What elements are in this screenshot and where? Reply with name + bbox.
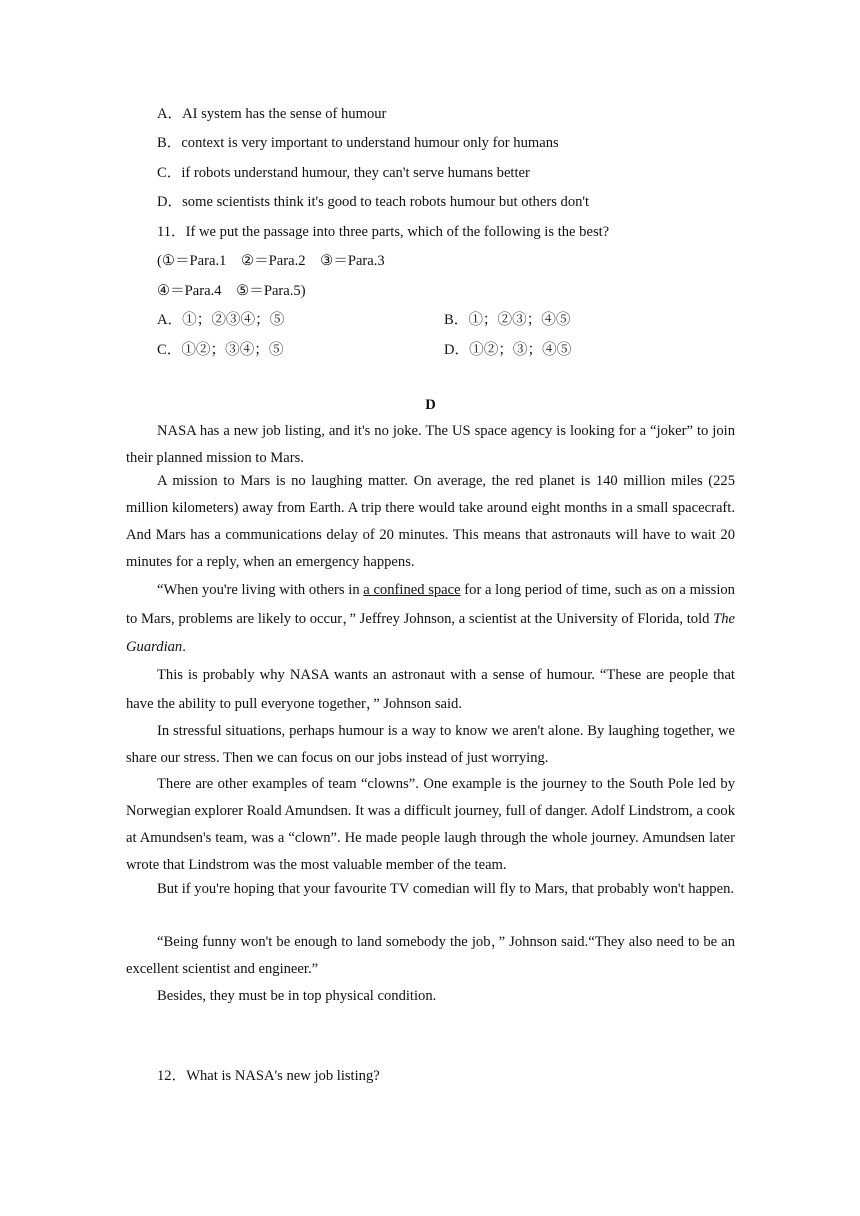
passage-paragraph-3 bbox=[126, 576, 735, 662]
passage-paragraph-2 bbox=[126, 468, 735, 576]
q11-option-a: A．①；②③④；⑤ bbox=[157, 312, 285, 328]
passage-paragraph-2-text: A mission to Mars is no laughing matter. On average, the red planet is 140 million miles (225 million kilometers) away from Earth. A trip there would take around eight months in a small spacecraft. And Mars has a communications delay of 20 minutes. This means that astronauts will have to wait 20 minutes for a reply, when an emergency happens. bbox=[126, 473, 735, 570]
passage-paragraph-6-text: There are other examples of team “clowns”. One example is the journey to the South Pole led by Norwegian explorer Roald Amundsen. It was a difficult journey, full of danger. Adolf Lindstrom, a cook at Amundsen's team, was a “clown”. He made people laugh through the whole journey. Amundsen later wrote that Lindstrom was the most valuable member of the team. bbox=[126, 776, 735, 873]
passage-paragraph-8-text: “Being funny won't be enough to land somebody the job，” Johnson said.“They also need to be an excellent scientist and engineer.” bbox=[126, 934, 735, 977]
passage-heading: D bbox=[425, 397, 436, 413]
passage-paragraph-7-text: But if you're hoping that your favourite TV comedian will fly to Mars, that probably won't happen. bbox=[157, 881, 735, 897]
q11-key-line-2: ④＝Para.4 ⑤＝Para.5) bbox=[157, 283, 306, 299]
passage-paragraph-3-end: . bbox=[182, 639, 186, 655]
passage-paragraph-3-text-before: “When you're living with others in bbox=[157, 582, 364, 598]
passage-paragraph-9 bbox=[126, 983, 735, 1010]
q11-option-d: D．①②；③；④⑤ bbox=[444, 342, 572, 358]
passage-paragraph-8 bbox=[126, 929, 735, 983]
q11-stem: 11．If we put the passage into three parts, which of the following is the best? bbox=[157, 224, 610, 240]
passage-paragraph-1-text: NASA has a new job listing, and it's no joke. The US space agency is looking for a “joker” to join their planned mission to Mars. bbox=[126, 423, 735, 466]
passage-paragraph-1 bbox=[126, 418, 735, 472]
passage-paragraph-4-text: This is probably why NASA wants an astronaut with a sense of humour. “These are people that have the ability to pull everyone together，” Johnson said. bbox=[126, 667, 735, 712]
passage-paragraph-4 bbox=[126, 661, 735, 719]
passage-paragraph-7 bbox=[126, 876, 735, 903]
q11-key-line-1: (①＝Para.1 ②＝Para.2 ③＝Para.3 bbox=[157, 253, 385, 269]
q11-option-b: B．①；②③；④⑤ bbox=[444, 312, 571, 328]
passage-paragraph-3-text-after: for a long period of time, such as on a mission to Mars, problems are likely to occur，” Jeffrey Johnson, a scientist at the University of Florida, told bbox=[126, 582, 735, 627]
q12-stem: 12．What is NASA's new job listing? bbox=[157, 1068, 380, 1084]
passage-paragraph-5-text: In stressful situations, perhaps humour is a way to know we aren't alone. By laughing together, we share our stress. Then we can focus on our jobs instead of just worrying. bbox=[126, 723, 735, 766]
passage-paragraph-6 bbox=[126, 771, 735, 879]
q10-option-c: C．if robots understand humour, they can't serve humans better bbox=[157, 165, 530, 181]
passage-paragraph-3-underlined: a confined space bbox=[363, 582, 461, 598]
q11-option-c: C．①②；③④；⑤ bbox=[157, 342, 284, 358]
passage-paragraph-9-text: Besides, they must be in top physical condition. bbox=[157, 988, 437, 1004]
q10-option-d: D．some scientists think it's good to teach robots humour but others don't bbox=[157, 194, 590, 210]
q10-option-b: B．context is very important to understand humour only for humans bbox=[157, 135, 559, 151]
q10-option-a: A．AI system has the sense of humour bbox=[157, 106, 387, 122]
passage-paragraph-5 bbox=[126, 718, 735, 772]
passage-paragraph-3-source: The Guardian bbox=[126, 610, 735, 655]
